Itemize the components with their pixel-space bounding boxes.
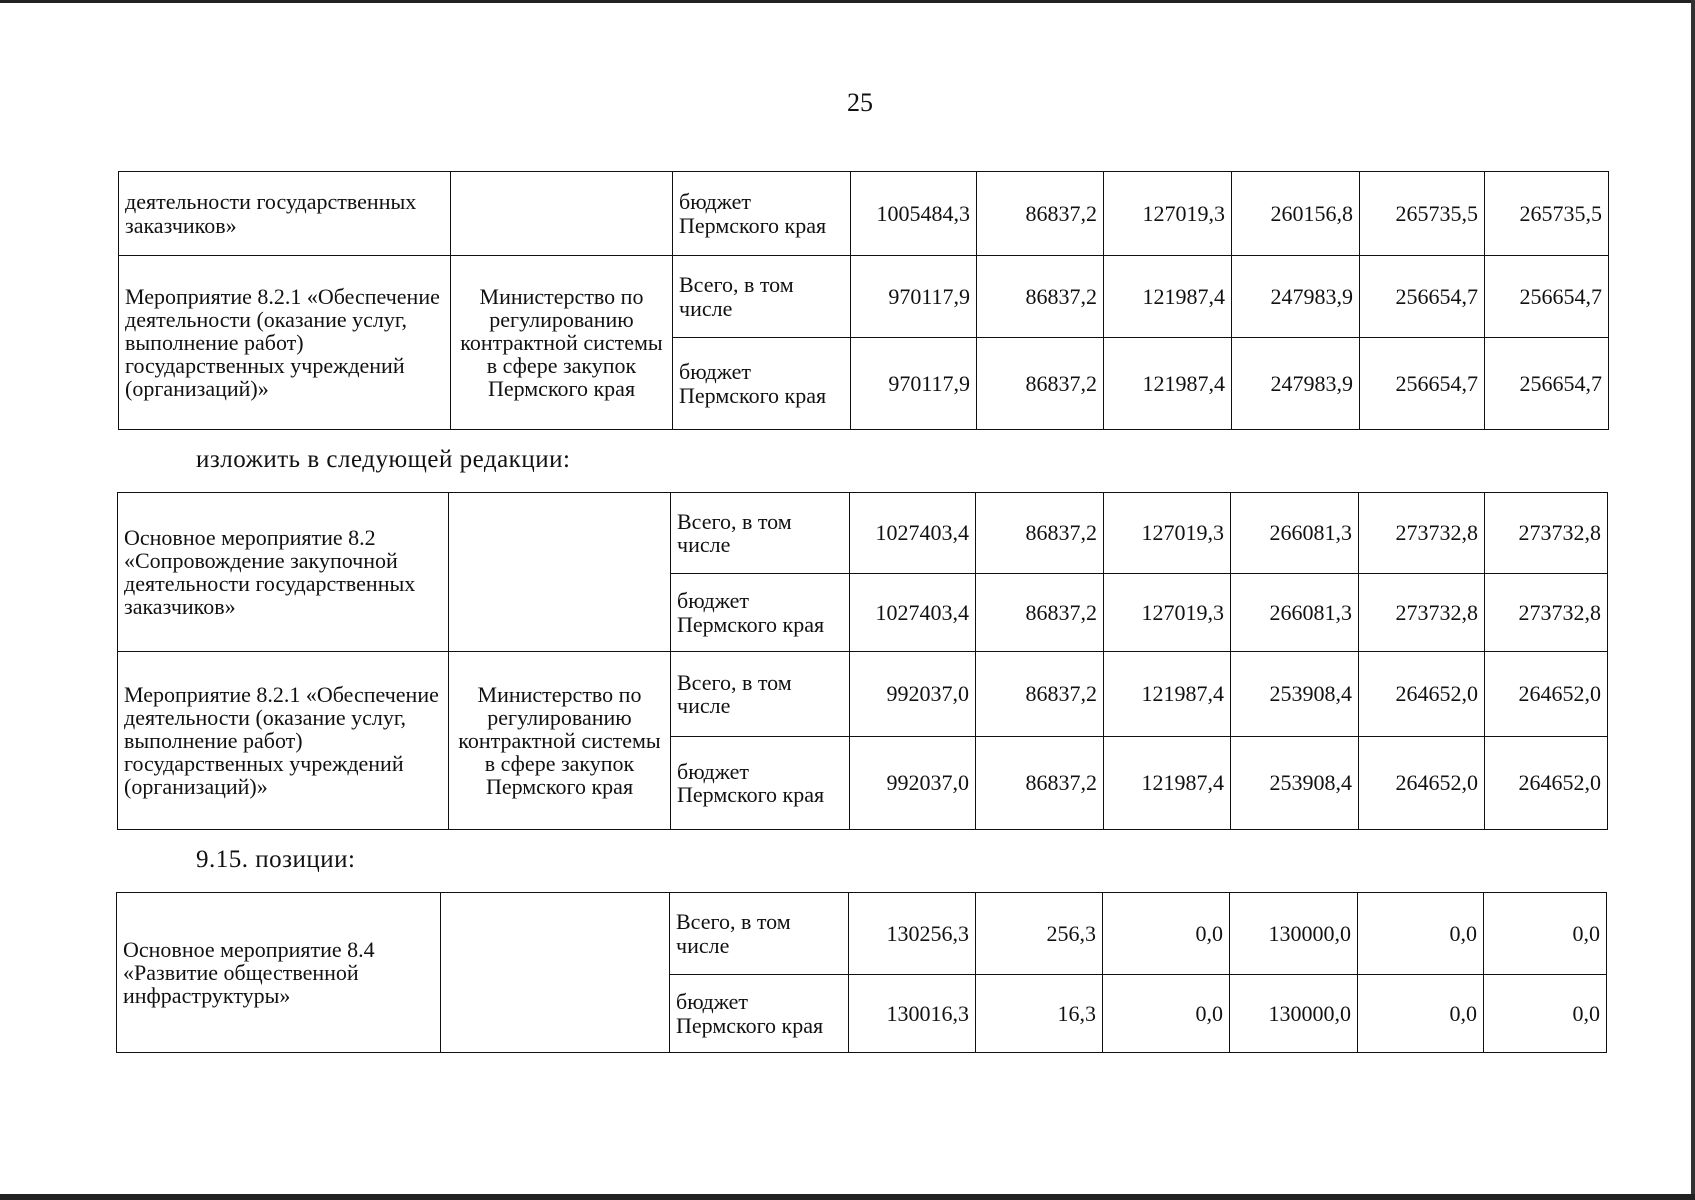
edit-instruction-text: изложить в следующей редакции: — [196, 446, 571, 473]
funding-source-cell: бюджет Пермского края — [671, 737, 850, 830]
table-row — [117, 893, 1607, 975]
value-cell: 273732,8 — [1485, 574, 1608, 652]
value-cell: 86837,2 — [976, 574, 1104, 652]
value-cell: 127019,3 — [1104, 493, 1231, 574]
executor-cell — [441, 893, 670, 1053]
value-cell: 127019,3 — [1104, 172, 1232, 256]
value-cell: 264652,0 — [1359, 737, 1485, 830]
scan-edge-bottom — [0, 1194, 1695, 1200]
page-number: 25 — [847, 88, 873, 117]
value-cell: 0,0 — [1484, 975, 1607, 1053]
value-cell: 260156,8 — [1232, 172, 1360, 256]
value-cell: 130256,3 — [849, 893, 976, 975]
value-cell: 266081,3 — [1231, 574, 1359, 652]
value-cell: 992037,0 — [850, 652, 976, 737]
value-cell: 247983,9 — [1232, 256, 1360, 338]
value-cell: 265735,5 — [1360, 172, 1485, 256]
value-cell: 970117,9 — [851, 338, 977, 430]
value-cell: 130016,3 — [849, 975, 976, 1053]
value-cell: 130000,0 — [1230, 893, 1358, 975]
value-cell: 992037,0 — [850, 737, 976, 830]
value-cell: 86837,2 — [976, 652, 1104, 737]
executor-cell — [451, 172, 673, 256]
table-row — [118, 652, 1608, 737]
funding-source-cell: Всего, в том числе — [671, 493, 850, 574]
scan-edge-top — [0, 0, 1695, 3]
value-cell: 273732,8 — [1359, 493, 1485, 574]
funding-source-cell: Всего, в том числе — [673, 256, 851, 338]
table-row — [119, 172, 1609, 256]
value-cell: 86837,2 — [977, 172, 1104, 256]
executor-cell: Министерство по регулированию контрактной системы в сфере закупок Пермского края — [449, 652, 671, 830]
activity-name-cell: деятельности государственных заказчиков» — [119, 172, 451, 256]
value-cell: 273732,8 — [1359, 574, 1485, 652]
table-positions — [116, 892, 1607, 1053]
value-cell: 1027403,4 — [850, 574, 976, 652]
value-cell: 121987,4 — [1104, 256, 1232, 338]
value-cell: 0,0 — [1103, 975, 1230, 1053]
positions-label-text: 9.15. позиции: — [196, 846, 356, 873]
value-cell: 253908,4 — [1231, 652, 1359, 737]
value-cell: 0,0 — [1358, 975, 1484, 1053]
value-cell: 86837,2 — [976, 493, 1104, 574]
value-cell: 256654,7 — [1360, 338, 1485, 430]
funding-source-cell: Всего, в том числе — [670, 893, 849, 975]
funding-source-cell: бюджет Пермского края — [673, 172, 851, 256]
table-row — [119, 256, 1609, 338]
value-cell: 0,0 — [1103, 893, 1230, 975]
value-cell: 121987,4 — [1104, 652, 1231, 737]
funding-source-cell: бюджет Пермского края — [670, 975, 849, 1053]
value-cell: 266081,3 — [1231, 493, 1359, 574]
value-cell: 256654,7 — [1485, 256, 1609, 338]
funding-source-cell: Всего, в том числе — [671, 652, 850, 737]
value-cell: 256654,7 — [1485, 338, 1609, 430]
funding-source-cell: бюджет Пермского края — [673, 338, 851, 430]
activity-name-cell: Основное мероприятие 8.4 «Развитие общественной инфраструктуры» — [117, 893, 441, 1053]
value-cell: 86837,2 — [977, 256, 1104, 338]
value-cell: 127019,3 — [1104, 574, 1231, 652]
activity-name-cell: Основное мероприятие 8.2 «Сопровождение закупочной деятельности государственных заказчиков» — [118, 493, 449, 652]
table-new — [117, 492, 1608, 830]
value-cell: 16,3 — [976, 975, 1103, 1053]
value-cell: 264652,0 — [1359, 652, 1485, 737]
value-cell: 264652,0 — [1485, 737, 1608, 830]
value-cell: 121987,4 — [1104, 338, 1232, 430]
value-cell: 0,0 — [1484, 893, 1607, 975]
value-cell: 86837,2 — [977, 338, 1104, 430]
value-cell: 1005484,3 — [851, 172, 977, 256]
value-cell: 273732,8 — [1485, 493, 1608, 574]
executor-cell: Министерство по регулированию контрактной системы в сфере закупок Пермского края — [451, 256, 673, 430]
value-cell: 1027403,4 — [850, 493, 976, 574]
value-cell: 264652,0 — [1485, 652, 1608, 737]
table-old — [118, 171, 1609, 430]
value-cell: 253908,4 — [1231, 737, 1359, 830]
activity-name-cell: Мероприятие 8.2.1 «Обеспечение деятельности (оказание услуг, выполнение работ) государственных учреждений (организаций)» — [118, 652, 449, 830]
value-cell: 970117,9 — [851, 256, 977, 338]
scan-edge-right — [1691, 0, 1695, 1200]
value-cell: 0,0 — [1358, 893, 1484, 975]
value-cell: 121987,4 — [1104, 737, 1231, 830]
value-cell: 86837,2 — [976, 737, 1104, 830]
funding-source-cell: бюджет Пермского края — [671, 574, 850, 652]
table-row — [118, 493, 1608, 574]
value-cell: 247983,9 — [1232, 338, 1360, 430]
value-cell: 130000,0 — [1230, 975, 1358, 1053]
value-cell: 265735,5 — [1485, 172, 1609, 256]
executor-cell — [449, 493, 671, 652]
value-cell: 256,3 — [976, 893, 1103, 975]
value-cell: 256654,7 — [1360, 256, 1485, 338]
activity-name-cell: Мероприятие 8.2.1 «Обеспечение деятельности (оказание услуг, выполнение работ) государственных учреждений (организаций)» — [119, 256, 451, 430]
